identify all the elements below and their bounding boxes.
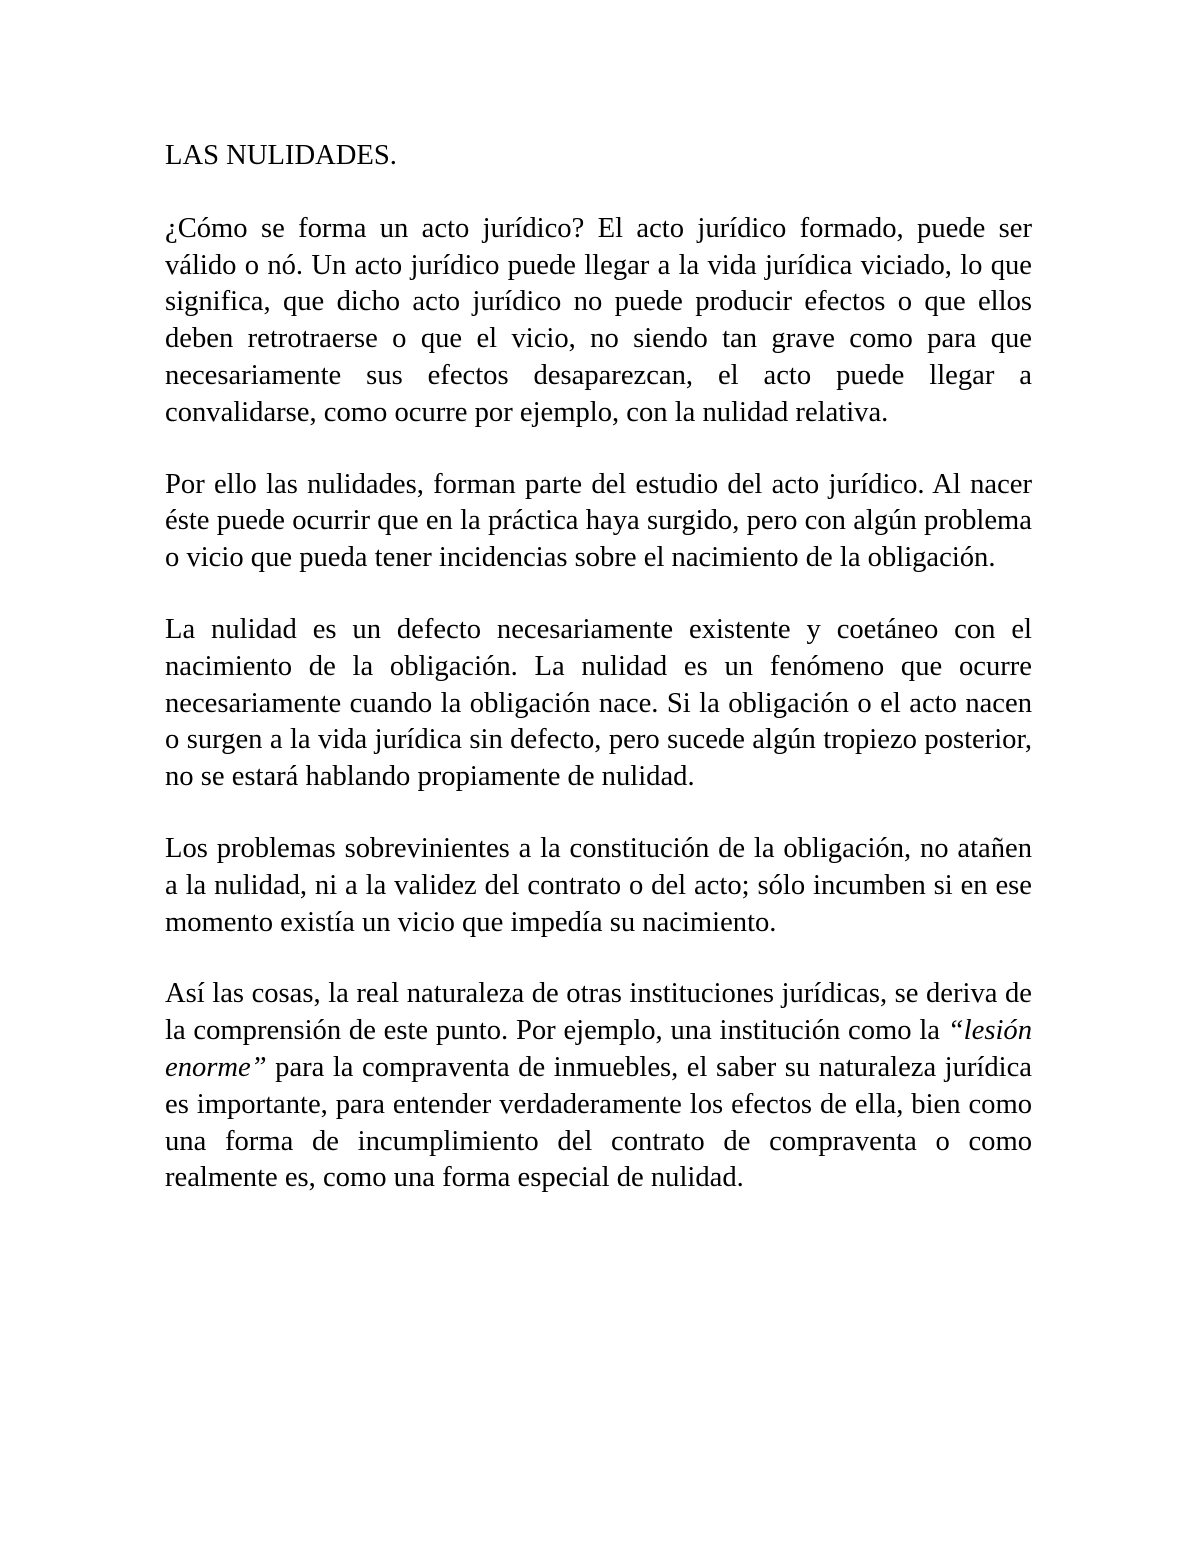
document-title: LAS NULIDADES. (165, 140, 397, 171)
paragraph-5-emphasis: “lesión enorme” (165, 1015, 1032, 1083)
document-page (165, 138, 1032, 1197)
paragraph-4: Los problemas sobrevinientes a la constitución de la obligación, no atañen a la nulidad, ni a la validez del contrato o del acto; sólo incumben si en ese momento existía un vicio que impedía su nacimiento. (165, 832, 1032, 938)
paragraph-5-text-after: para la compraventa de inmuebles, el saber su naturaleza jurídica es importante, para entender verdaderamente los efectos de ella, bien como una forma de incumplimiento del contrato de compraventa o como realmente es, como una forma especial de nulidad. (165, 1051, 1032, 1194)
paragraph-3: La nulidad es un defecto necesariamente existente y coetáneo con el nacimiento de la obligación. La nulidad es un fenómeno que ocurre necesariamente cuando la obligación nace. Si la obligación o el acto nacen o surgen a la vida jurídica sin defecto, pero sucede algún tropiezo posterior, no se estará hablando propiamente de nulidad. (165, 613, 1032, 793)
paragraph-5-text-before: Así las cosas, la real naturaleza de otras instituciones jurídicas, se deriva de la comprensión de este punto. Por ejemplo, una institución como la (165, 978, 1032, 1047)
paragraph-2: Por ello las nulidades, forman parte del estudio del acto jurídico. Al nacer éste puede ocurrir que en la práctica haya surgido, pero con algún problema o vicio que pueda tener incidencias sobre el nacimiento de la obligación. (165, 468, 1032, 574)
paragraph-5 (165, 976, 1032, 1197)
paragraph-1: ¿Cómo se forma un acto jurídico? El acto jurídico formado, puede ser válido o nó. Un acto jurídico puede llegar a la vida jurídica viciado, lo que significa, que dicho acto jurídico no puede producir efectos o que ellos deben retrotraerse o que el vicio, no siendo tan grave como para que necesariamente sus efectos desaparezcan, el acto puede llegar a convalidarse, como ocurre por ejemplo, con la nulidad relativa. (165, 212, 1032, 428)
